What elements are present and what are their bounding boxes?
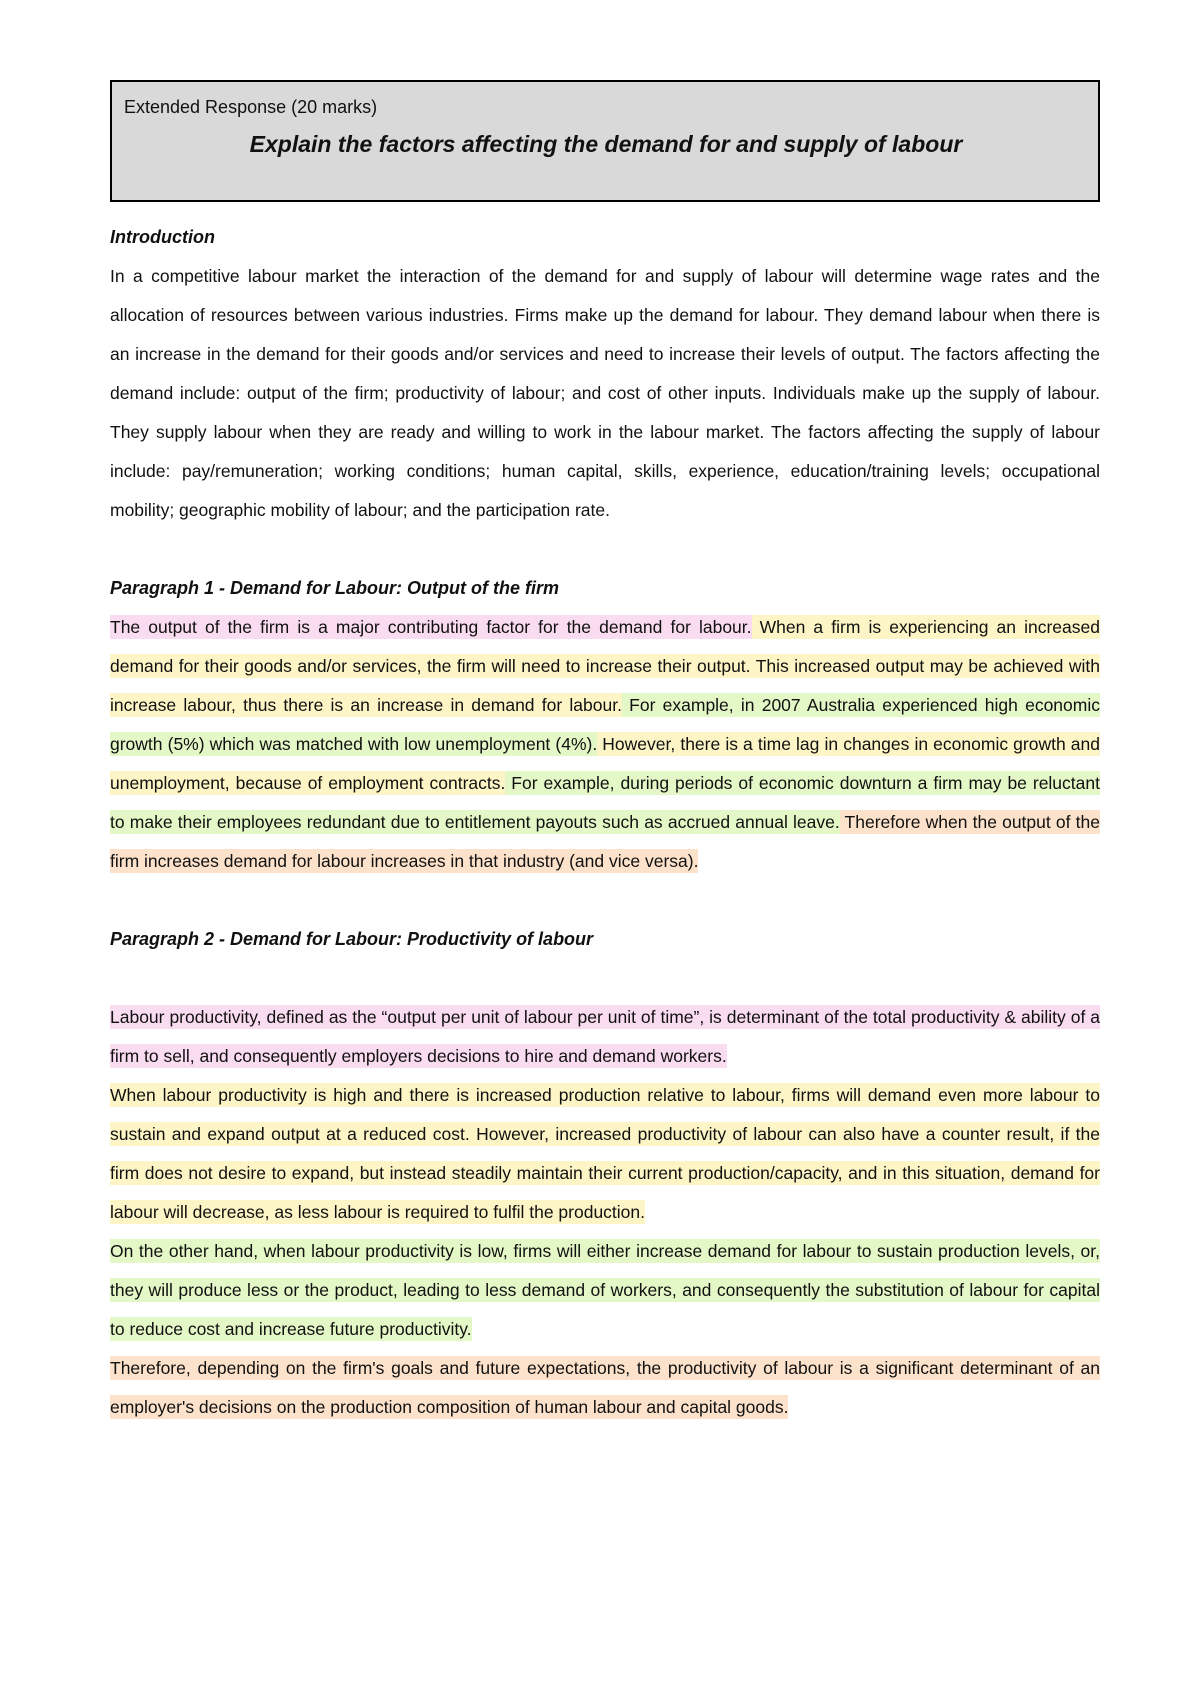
- introduction-text: In a competitive labour market the interaction of the demand for and supply of labour will determine wage rates and the allocation of resources between various industries. Firms make up the demand for labour. They demand labour when there is an increase in the demand for their goods and/or services and need to increase their levels of output. The factors affecting the demand include: output of the firm; productivity of labour; and cost of other inputs. Individuals make up the supply of labour. They supply labour when they are ready and willing to work in the labour market. The factors affecting the supply of labour include: pay/remuneration; working conditions; human capital, skills, experience, education/training levels; occupational mobility; geographic mobility of labour; and the participation rate.: [110, 266, 1100, 520]
- paragraph2-heading: Paragraph 2 - Demand for Labour: Productivity of labour: [110, 929, 594, 949]
- paragraph1-topic: The output of the firm is a major contributing factor for the demand for labour.: [110, 617, 752, 637]
- document-page: [110, 80, 1100, 1427]
- introduction-heading: Introduction: [110, 227, 215, 247]
- question-title: Explain the factors affecting the demand for and supply of labour: [249, 131, 963, 157]
- paragraph2-explanation: When labour productivity is high and there is increased production relative to labour, firms will demand even more labour to sustain and expand output at a reduced cost. However, increased productivity of labour can also have a counter result, if the firm does not desire to expand, but instead steadily maintain their current production/capacity, and in this situation, demand for labour will decrease, as less labour is required to fulfil the production.: [110, 1085, 1100, 1222]
- paragraph1-heading: Paragraph 1 - Demand for Labour: Output of the firm: [110, 578, 560, 598]
- paragraph2-evidence-text: [110, 1232, 1100, 1349]
- paragraph2-topic: Labour productivity, defined as the “output per unit of labour per unit of time”, is determinant of the total productivity & ability of a firm to sell, and consequently employers decisions to hire and demand workers.: [110, 1007, 1100, 1066]
- paragraph2-link-text: [110, 1349, 1100, 1427]
- paragraph2-topic-text: [110, 998, 1100, 1076]
- paragraph1-link: Therefore when the output of the firm increases demand for labour increases in that industry (and vice versa).: [110, 812, 1101, 871]
- paragraph1-explanation-2: However, there is a time lag in changes in economic growth and unemployment, because of employment contracts.: [110, 734, 1100, 793]
- question-box: [110, 80, 1100, 202]
- paragraph1-explanation: When a firm is experiencing an increased demand for their goods and/or services, the firm will need to increase their output. This increased output may be achieved with increase labour, thus there is an increase in demand for labour.: [110, 617, 1100, 715]
- paragraph2-evidence: On the other hand, when labour productivity is low, firms will either increase demand for labour to sustain production levels, or, they will produce less or the product, leading to less demand of workers, and consequently the substitution of labour for capital to reduce cost and increase future productivity.: [110, 1241, 1100, 1339]
- paragraph2-explain-text: [110, 1076, 1100, 1232]
- paragraph1-text: [110, 608, 1100, 881]
- paragraph2-link: Therefore, depending on the firm's goals and future expectations, the productivity of labour is a significant determinant of an employer's decisions on the production composition of human labour and capital goods.: [110, 1358, 1100, 1417]
- paragraph1-evidence-2: For example, during periods of economic downturn a firm may be reluctant to make their employees redundant due to entitlement payouts such as accrued annual leave.: [110, 773, 1100, 832]
- paragraph1-evidence: For example, in 2007 Australia experienced high economic growth (5%) which was matched with low unemployment (4%).: [110, 695, 1100, 754]
- question-marks-label: Extended Response (20 marks): [124, 97, 378, 117]
